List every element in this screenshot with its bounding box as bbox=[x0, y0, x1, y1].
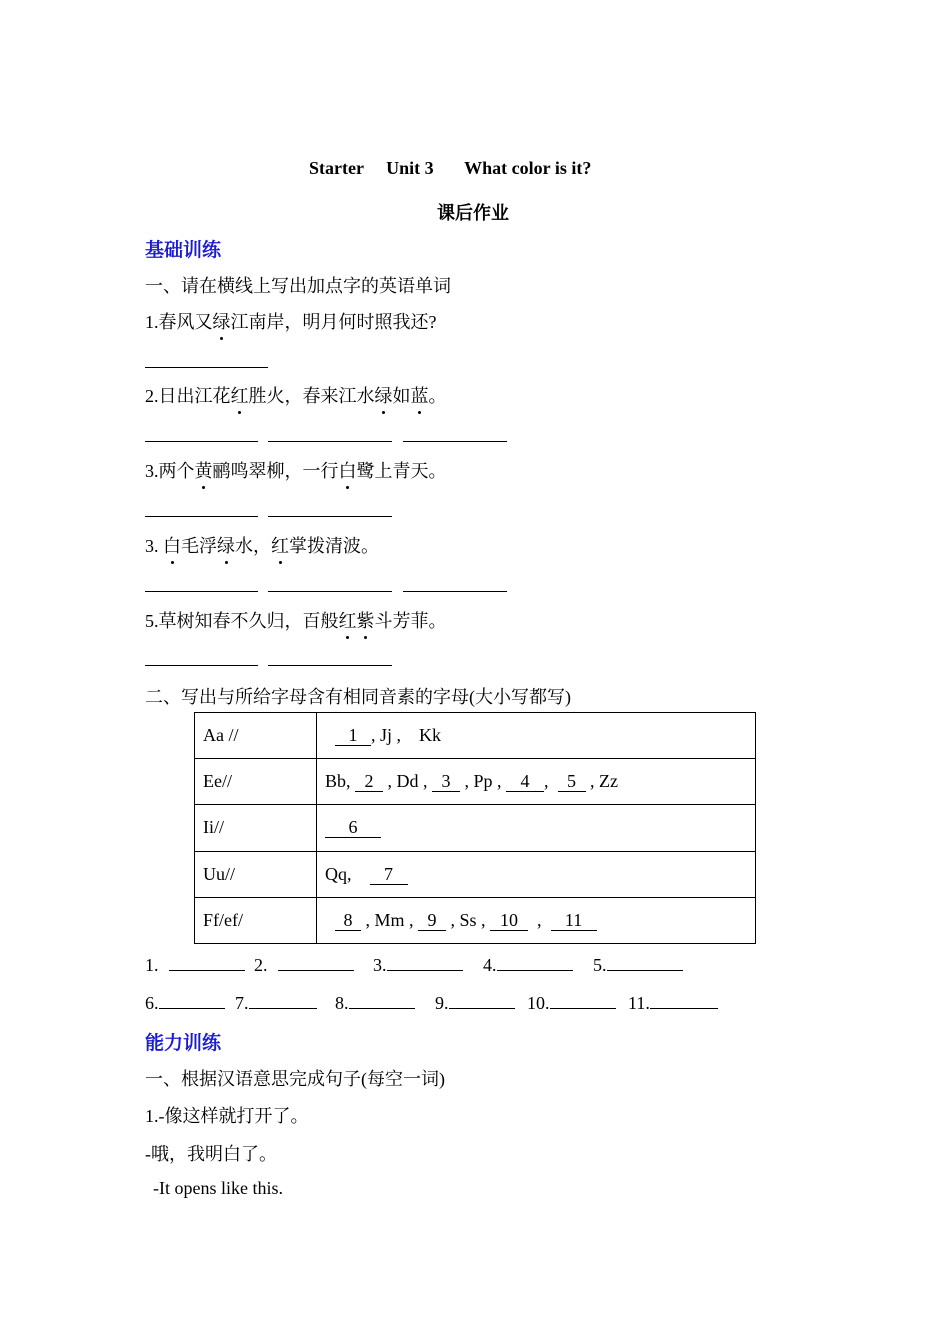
sound-cell: Ee// bbox=[195, 759, 317, 805]
answer-blank[interactable] bbox=[268, 665, 392, 666]
answer-line-10: 10. bbox=[527, 993, 616, 1014]
answer-blank[interactable] bbox=[159, 1008, 225, 1009]
ability-q1-line-b: -哦，我明白了。 bbox=[145, 1144, 277, 1164]
table-row bbox=[195, 713, 756, 759]
blank-number: 7 bbox=[370, 864, 408, 885]
blank-number: 5 bbox=[558, 771, 586, 792]
part2-instruction: 二、写出与所给字母含有相同音素的字母(大小写都写) bbox=[145, 687, 571, 707]
title-unit: Unit 3 bbox=[386, 158, 434, 178]
dotted-char: 红 bbox=[231, 382, 249, 408]
table-row bbox=[195, 897, 756, 943]
answer-blank[interactable] bbox=[650, 1008, 718, 1009]
table-row bbox=[195, 805, 756, 851]
sound-cell: Aa // bbox=[195, 713, 317, 759]
phoneme-table bbox=[194, 712, 756, 944]
answer-line-11: 11. bbox=[628, 993, 718, 1014]
blank-number: 11 bbox=[551, 910, 597, 931]
question-4: 3. 白毛浮绿水，红掌拨清波。 bbox=[145, 532, 379, 558]
answer-blank[interactable] bbox=[268, 591, 392, 592]
title-topic: What color is it? bbox=[464, 158, 592, 178]
page-title bbox=[309, 158, 591, 179]
dotted-char: 红 bbox=[339, 607, 357, 633]
answer-blank[interactable] bbox=[268, 516, 392, 517]
title-starter: Starter bbox=[309, 158, 364, 178]
blank-number: 9 bbox=[418, 910, 446, 931]
blank-number: 3 bbox=[432, 771, 460, 792]
answer-line-1: 1. bbox=[145, 955, 245, 976]
table-row bbox=[195, 759, 756, 805]
blank-number: 2 bbox=[355, 771, 383, 792]
answer-blank[interactable] bbox=[387, 970, 463, 971]
sound-cell: Uu// bbox=[195, 851, 317, 897]
page-subtitle: 课后作业 bbox=[437, 203, 509, 223]
dotted-char: 绿 bbox=[375, 382, 393, 408]
sound-cell: Ii// bbox=[195, 805, 317, 851]
question-5: 5.草树知春不久归，百般红紫斗芳菲。 bbox=[145, 607, 447, 633]
answer-line-3: 3. bbox=[373, 955, 463, 976]
letters-cell: 8 , Mm , 9 , Ss , 10 , 11 bbox=[317, 897, 756, 943]
blank-number: 4 bbox=[506, 771, 544, 792]
answer-line-7: 7. bbox=[235, 993, 317, 1014]
answer-blank[interactable] bbox=[349, 1008, 415, 1009]
answer-line-5: 5. bbox=[593, 955, 683, 976]
answer-blank[interactable] bbox=[145, 516, 258, 517]
sound-cell: Ff/ef/ bbox=[195, 897, 317, 943]
answer-blank[interactable] bbox=[497, 970, 573, 971]
question-1: 1.春风又绿江南岸，明月何时照我还? bbox=[145, 308, 437, 334]
letters-cell: Qq, 7 bbox=[317, 851, 756, 897]
table-row bbox=[195, 851, 756, 897]
answer-blank[interactable] bbox=[145, 367, 268, 368]
answer-blank[interactable] bbox=[145, 665, 258, 666]
answer-blank[interactable] bbox=[145, 441, 258, 442]
dotted-char: 白 bbox=[339, 457, 357, 483]
section-heading-ability: 能力训练 bbox=[145, 1033, 222, 1054]
answer-blank[interactable] bbox=[145, 591, 258, 592]
ability-q1-line-c: -It opens like this. bbox=[153, 1178, 283, 1198]
answer-blank[interactable] bbox=[403, 441, 507, 442]
answer-line-6: 6. bbox=[145, 993, 225, 1014]
ability-part1-instruction: 一、根据汉语意思完成句子(每空一词) bbox=[145, 1069, 445, 1089]
answer-blank[interactable] bbox=[403, 591, 507, 592]
answer-blank[interactable] bbox=[268, 441, 392, 442]
ability-q1-line-a: 1.-像这样就打开了。 bbox=[145, 1106, 309, 1126]
dotted-char: 绿 bbox=[217, 532, 235, 558]
blank-number: 6 bbox=[325, 817, 381, 838]
answer-blank[interactable] bbox=[607, 970, 683, 971]
blank-number: 10 bbox=[490, 910, 528, 931]
dotted-char: 蓝 bbox=[411, 382, 429, 408]
part1-instruction: 一、请在横线上写出加点字的英语单词 bbox=[145, 276, 451, 296]
dotted-char: 绿 bbox=[213, 308, 231, 334]
question-3: 3.两个黄鹂鸣翠柳，一行白鹭上青天。 bbox=[145, 457, 447, 483]
section-heading-basic: 基础训练 bbox=[145, 240, 222, 261]
blank-number: 8 bbox=[335, 910, 361, 931]
dotted-char: 红 bbox=[271, 532, 289, 558]
answer-line-8: 8. bbox=[335, 993, 415, 1014]
answer-blank[interactable] bbox=[249, 1008, 317, 1009]
letters-cell: Bb, 2 , Dd , 3 , Pp , 4 , 5 , Zz bbox=[317, 759, 756, 805]
answer-blank[interactable] bbox=[169, 970, 245, 971]
dotted-char: 黄 bbox=[195, 457, 213, 483]
letters-cell bbox=[317, 805, 756, 851]
question-2: 2.日出江花红胜火，春来江水绿如蓝。 bbox=[145, 382, 447, 408]
dotted-char: 白 bbox=[163, 532, 181, 558]
answer-blank[interactable] bbox=[278, 970, 354, 971]
dotted-char: 紫 bbox=[357, 607, 375, 633]
letters-cell: 1 , Jj , Kk bbox=[317, 713, 756, 759]
answer-line-9: 9. bbox=[435, 993, 515, 1014]
answer-line-4: 4. bbox=[483, 955, 573, 976]
answer-blank[interactable] bbox=[449, 1008, 515, 1009]
answer-line-2: 2. bbox=[254, 955, 354, 976]
blank-number: 1 bbox=[335, 725, 371, 746]
answer-blank[interactable] bbox=[550, 1008, 616, 1009]
